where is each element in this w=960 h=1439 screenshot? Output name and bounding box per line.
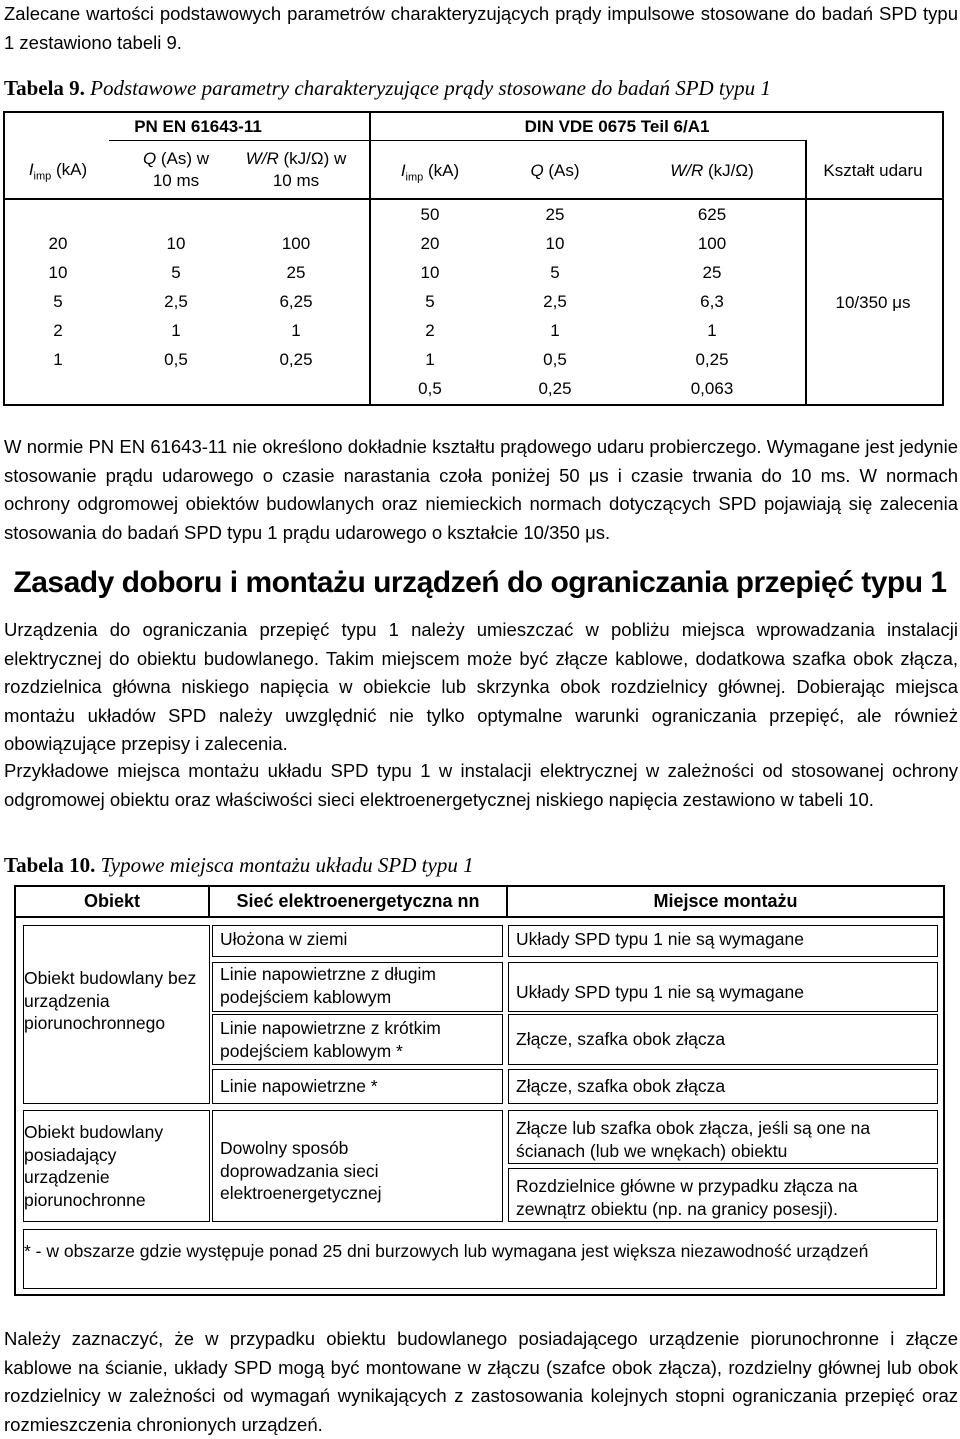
table9-din-cell: 5 [550,263,560,282]
table9-header-din-wr: W/R (kJ/Ω) [670,161,754,180]
table9-pn-cell: 100 [281,234,311,253]
table9-header-din-imp: $I_{imp}$ (kA) [400,161,460,184]
table9-din-cell: 20 [420,234,440,253]
table9-din-cell: 1 [550,321,560,340]
table10-border-left [14,885,16,1296]
table10-loc4: Złącze, szafka obok złącza [516,1076,726,1096]
table9-group-pn: PN EN 61643-11 [134,117,262,136]
table9-pn-cell: 1 [53,350,63,369]
table9-din-cell: 2 [425,321,435,340]
table10-loc5: Złącze lub szafka obok złącza, jeśli są one na ścianach (lub we wnękach) obiektu [516,1118,871,1161]
table9-din-cell: 10 [545,234,565,253]
table9-din-cell: 0,5 [418,379,442,398]
table9-pn-cell: 1 [171,321,181,340]
table10-caption-text: Typowe miejsca montażu układu SPD typu 1 [100,853,474,877]
table9-pn-cell: 20 [48,234,68,253]
table9-din-cell: 6,3 [700,292,724,311]
section-heading: Zasady doboru i montażu urządzeń do ograniczania przepięć typu 1 [13,566,947,599]
table9-pn-cell: 0,5 [164,350,188,369]
table9-pn-cell: 1 [291,321,301,340]
table9-din-cell: 1 [425,350,435,369]
table9-din-cell: 50 [420,205,440,224]
table10-header-rule [14,916,945,918]
table10-loc3: Złącze, szafka obok złącza [516,1029,726,1049]
table9-caption-label: Tabela 9. [4,76,85,100]
table9-pn-cell: 0,25 [279,350,313,369]
table10-header-obiekt: Obiekt [83,891,140,911]
table10-header-siec: Sieć elektroenergetyczna nn [236,891,480,911]
body-paragraph-2: Przykładowe miejsca montażu układu SPD typu 1 w instalacji elektrycznej w zależności od stosowanej ochrony odgromowej obiektu oraz właściwości sieci elektroenergetycznej niskiego napięcia zestawiono w tabeli 10. [4,760,958,810]
table10-header-miejsce: Miejsce montażu [653,891,798,911]
table9-pn-cell: 25 [286,263,306,282]
body-paragraph-1: Urządzenia do ograniczania przepięć typu 1 należy umieszczać w pobliżu miejsca wprowadzania instalacji elektrycznej do obiektu budowlanego. Takim miejscem może być złącze kablowe, dodatkowa szafka obok złącza, rozdzielnica główna niskiego napięcia w obiekcie lub skrzynka obok rozdzielnicy głównej. Dobierając miejsca montażu układów SPD należy uwzględnić nie tylko optymalne warunki ograniczania przepięć, ale również obowiązujące przepisy i zalecenia. [4,619,958,754]
table9-header-shape: Kształt udaru [823,161,923,180]
table9-din-cell: 10 [420,263,440,282]
table9-pn-cell: 10 [166,234,186,253]
table9-group-din: DIN VDE 0675 Teil 6/A1 [524,117,710,136]
table9-pn-cell: 5 [171,263,181,282]
table9-pn-cell: 10 [48,263,68,282]
table9-pn-cell: 6,25 [279,292,313,311]
table10-footnote: * - w obszarze gdzie występuje ponad 25 dni burzowych lub wymagana jest większa niezawodność urządzeń [24,1241,869,1261]
table9-din-cell: 25 [702,263,722,282]
final-paragraph: Należy zaznaczyć, że w przypadku obiektu budowlanego posiadającego urządzenie piorunochronne i złącze kablowe na ścianie, układy SPD mogą być montowane w złączu (szafce obok złącza), rozdzielny głównej lub obok rozdzielnicy w zależności od wymagań wynikających z zastosowania kolejnych stopni ograniczania przepięć oraz rozmieszczenia chronionych urządzeń. [4,1328,958,1435]
table9-din-cell: 5 [425,292,435,311]
table9-din-cell: 625 [697,205,727,224]
table10-net4: Linie napowietrzne * [220,1076,378,1096]
table9-header-din-q: Q (As) [530,161,580,180]
table10-loc2: Układy SPD typu 1 nie są wymagane [516,982,804,1002]
table10-border-bottom [14,1294,945,1296]
table10-caption-label: Tabela 10. [4,853,96,877]
table9-pn-cell: 2 [53,321,63,340]
table9-din-cell: 0,25 [695,350,729,369]
table10-obj1: Obiekt budowlany bez urządzenia piorunochronnego [24,968,197,1033]
intro-paragraph: Zalecane wartości podstawowych parametrów charakteryzujących prądy impulsowe stosowane do badań SPD typu 1 zestawiono tabeli 9. [4,3,958,53]
table9-din-cell: 100 [697,234,727,253]
table10-net5: Dowolny sposób doprowadzania sieci elektroenergetycznej [220,1138,382,1203]
table10-border-top [14,885,945,887]
table9-pn-cell: 5 [53,292,63,311]
table9-din-cell: 1 [707,321,717,340]
table9-din-cell: 0,063 [690,379,734,398]
table9-caption-text: Podstawowe parametry charakteryzujące prądy stosowane do badań SPD typu 1 [90,76,771,100]
table9-header-q: Q (As) w 10 ms [142,149,210,190]
norm-paragraph: W normie PN EN 61643-11 nie określono dokładnie kształtu prądowego udaru probierczego. Wymagane jest jedynie stosowanie prądu udarowego o czasie narastania czoła poniżej 50 μs i czasie trwania do 10 ms. W normach ochrony odgromowej obiektów budowlanych oraz niemieckich normach dotyczących SPD pojawiają się zalecenia stosowania do badań SPD typu 1 prądu udarowego o kształcie 10/350 μs. [4,436,958,543]
table9-pn-cell: 2,5 [164,292,188,311]
table10-net3: Linie napowietrzne z krótkim podejściem kablowym * [220,1018,441,1061]
table9-din-cell: 0,5 [543,350,567,369]
table10-loc1: Układy SPD typu 1 nie są wymagane [516,929,804,949]
table9-din-cell: 0,25 [538,379,572,398]
table9-header-imp: $I_{imp}$ (kA) [28,160,88,183]
table10-obj2: Obiekt budowlany posiadający urządzenie piorunochronne [24,1122,164,1210]
table9-din-cell: 25 [545,205,565,224]
table9-shape-value: 10/350 μs [835,293,911,312]
table10-border-right [943,885,945,1296]
table9-header-wr: W/R (kJ/Ω) w 10 ms [245,149,347,190]
table9-din-cell: 2,5 [543,292,567,311]
table10-net2: Linie napowietrzne z długim podejściem kablowym [220,964,436,1007]
table10-loc6: Rozdzielnice główne w przypadku złącza na zewnątrz obiektu (np. na granicy posesji). [516,1176,858,1219]
table10-net1: Ułożona w ziemi [220,929,348,949]
